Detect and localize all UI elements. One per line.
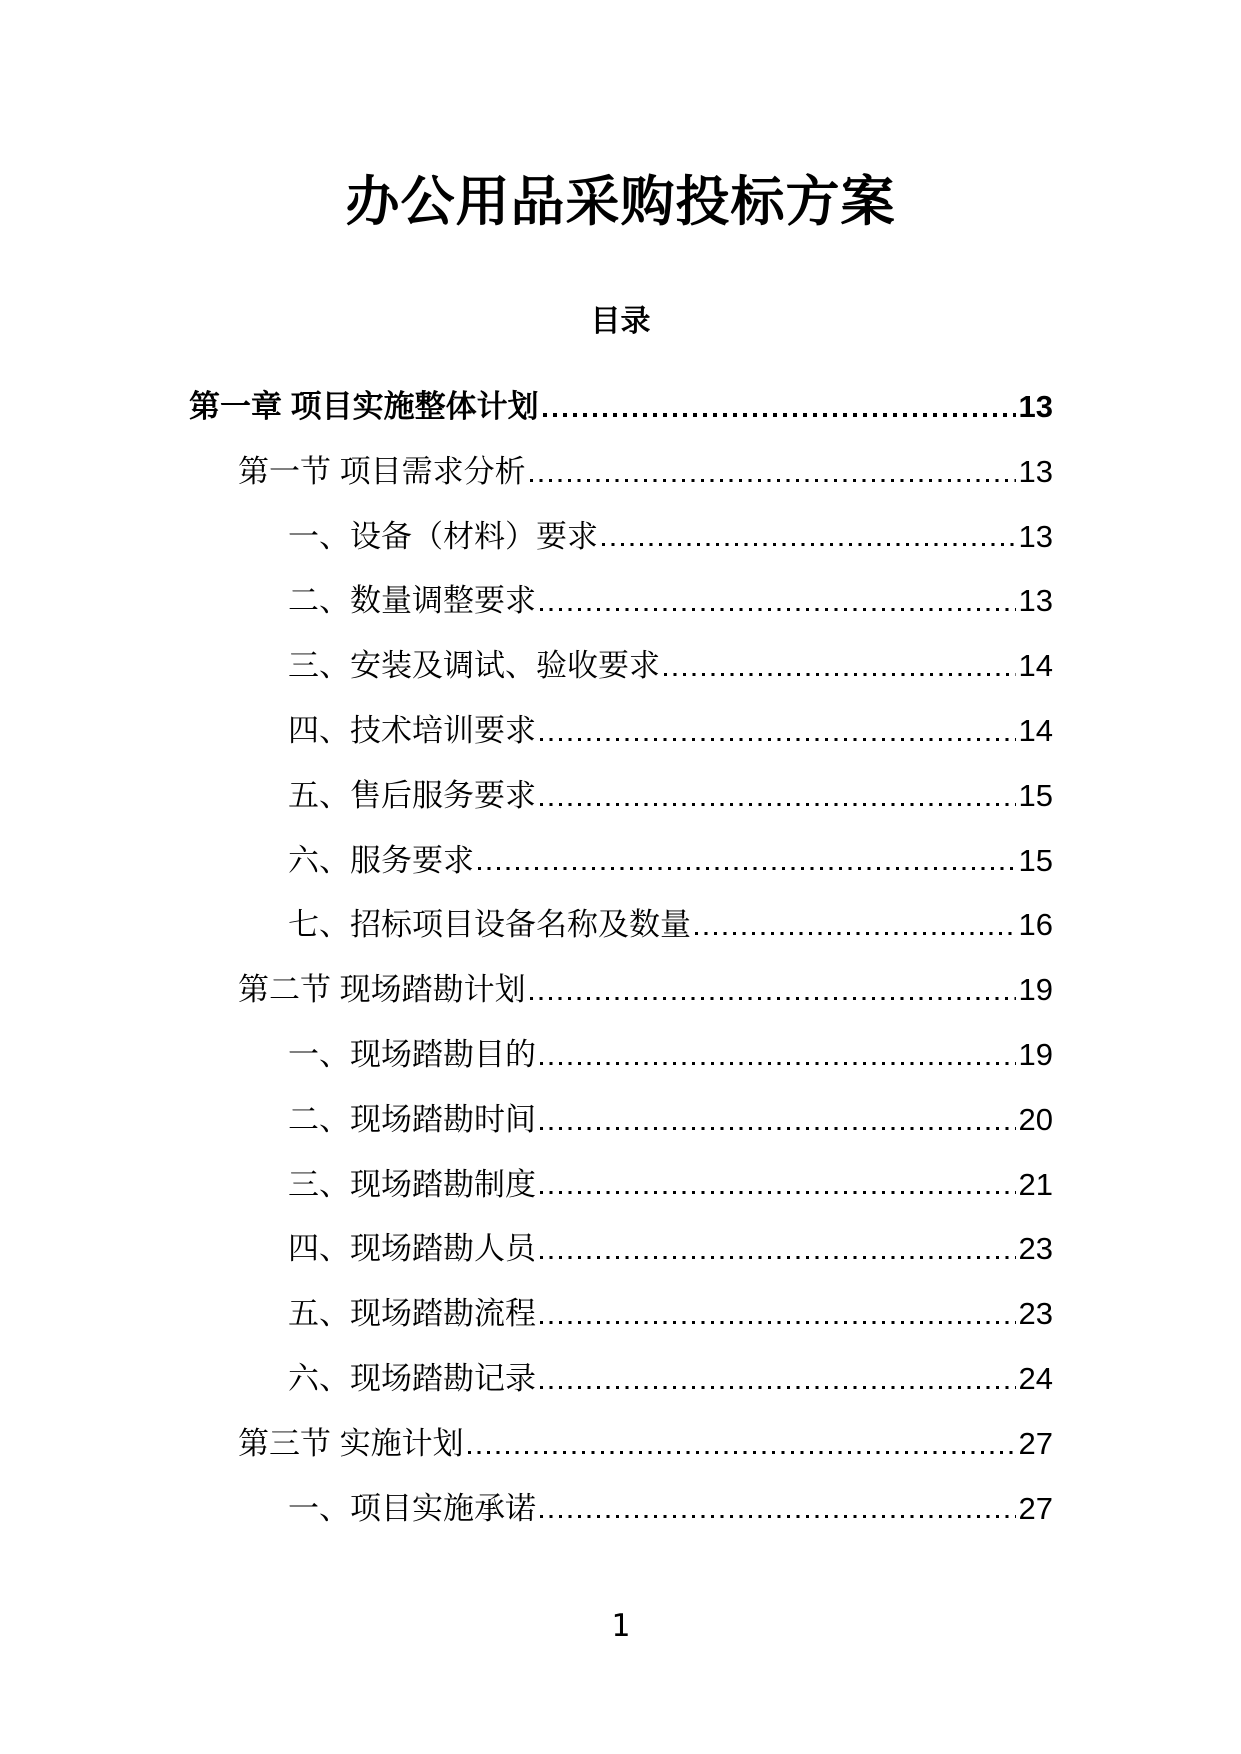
toc-entry-label: 五、售后服务要求 (288, 777, 536, 813)
toc-entry-page: 23 (1018, 1296, 1053, 1332)
toc-entry-page: 27 (1018, 1425, 1053, 1461)
dot-leader (540, 1515, 1016, 1519)
toc-entry-label: 一、现场踏勘目的 (288, 1036, 536, 1072)
toc-entry-page: 13 (1018, 583, 1053, 619)
dot-leader (664, 672, 1016, 676)
dot-leader (530, 996, 1016, 1000)
toc-entry-label: 第三节 实施计划 (238, 1425, 464, 1461)
dot-leader (540, 737, 1016, 741)
toc-entry-label: 第一节 项目需求分析 (238, 453, 526, 489)
dot-leader (540, 1320, 1016, 1324)
toc-entry-label: 四、现场踏勘人员 (288, 1231, 536, 1267)
toc-entry[interactable] (189, 634, 1053, 699)
toc-heading: 目录 (590, 305, 651, 338)
toc-entry-label: 二、数量调整要求 (288, 583, 536, 619)
toc-entry[interactable] (189, 893, 1053, 958)
toc-entry-page: 14 (1018, 648, 1053, 684)
toc-entry-label: 第二节 现场踏勘计划 (238, 972, 526, 1008)
toc-entry[interactable] (189, 829, 1053, 894)
toc-entry-page: 19 (1018, 972, 1053, 1008)
toc-entry-label: 五、现场踏勘流程 (288, 1296, 536, 1332)
dot-leader (602, 543, 1016, 547)
toc-entry[interactable] (189, 1088, 1053, 1153)
toc-entry[interactable] (189, 764, 1053, 829)
toc-entry-label: 三、现场踏勘制度 (288, 1166, 536, 1202)
toc-entry[interactable] (189, 1477, 1053, 1542)
toc-entry-label: 七、招标项目设备名称及数量 (288, 907, 691, 943)
toc-entry-label: 二、现场踏勘时间 (288, 1101, 536, 1137)
toc-entry[interactable] (189, 958, 1053, 1023)
toc-entry[interactable] (189, 1412, 1053, 1477)
dot-leader (540, 1126, 1016, 1130)
toc-entry-page: 13 (1018, 389, 1053, 424)
toc-entry[interactable] (189, 505, 1053, 570)
dot-leader (540, 1191, 1016, 1195)
toc-entry-page: 13 (1018, 518, 1053, 554)
dot-leader (478, 867, 1016, 871)
toc-entry[interactable] (189, 1153, 1053, 1218)
dot-leader (540, 1385, 1016, 1389)
toc-entry-page: 21 (1018, 1166, 1053, 1202)
dot-leader (530, 478, 1016, 482)
dot-leader (543, 413, 1016, 417)
dot-leader (468, 1450, 1016, 1454)
toc-entry[interactable] (189, 1347, 1053, 1412)
toc-entry-label: 一、设备（材料）要求 (288, 518, 598, 554)
dot-leader (695, 931, 1016, 935)
dot-leader (540, 1255, 1016, 1259)
toc-entry-label: 一、项目实施承诺 (288, 1490, 536, 1526)
toc-entry-page: 13 (1018, 453, 1053, 489)
document-title: 办公用品采购投标方案 (345, 172, 896, 232)
toc-entry-page: 15 (1018, 777, 1053, 813)
toc-entry[interactable] (189, 1023, 1053, 1088)
toc-entry-page: 24 (1018, 1360, 1053, 1396)
dot-leader (540, 1061, 1016, 1065)
toc-entry-label: 四、技术培训要求 (288, 712, 536, 748)
toc-entry-page: 14 (1018, 712, 1053, 748)
toc-entry-label: 三、安装及调试、验收要求 (288, 648, 660, 684)
toc-entry[interactable] (189, 440, 1053, 505)
toc-entry-page: 27 (1018, 1490, 1053, 1526)
toc-entry-page: 16 (1018, 907, 1053, 943)
toc-entry-page: 19 (1018, 1036, 1053, 1072)
footer-page-number: 1 (611, 1608, 630, 1644)
dot-leader (540, 802, 1016, 806)
toc-entry-label: 第一章 项目实施整体计划 (189, 389, 539, 424)
toc-entry[interactable] (189, 1282, 1053, 1347)
toc-entry-page: 23 (1018, 1231, 1053, 1267)
toc-entry[interactable] (189, 1217, 1053, 1282)
toc-list (189, 375, 1053, 1541)
toc-entry-label: 六、服务要求 (288, 842, 474, 878)
toc-entry[interactable] (189, 569, 1053, 634)
toc-entry[interactable] (189, 699, 1053, 764)
toc-entry[interactable] (189, 375, 1053, 440)
toc-entry-page: 15 (1018, 842, 1053, 878)
dot-leader (540, 607, 1016, 611)
toc-entry-label: 六、现场踏勘记录 (288, 1360, 536, 1396)
toc-entry-page: 20 (1018, 1101, 1053, 1137)
